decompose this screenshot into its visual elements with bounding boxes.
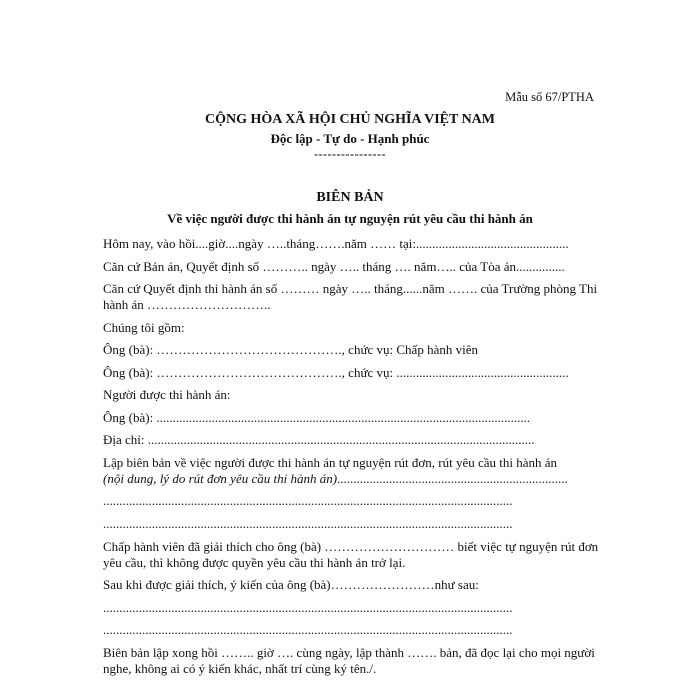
country-heading: CỘNG HÒA XÃ HỘI CHỦ NGHĨA VIỆT NAM — [204, 112, 495, 127]
document-title: BIÊN BẢN — [316, 190, 384, 205]
opinion-line: Sau khi được giải thích, ý kiến của ông (bà)……………………như sau: — [103, 577, 479, 592]
form-number: Mẫu số 67/PTHA — [505, 90, 594, 104]
judgment-basis-line: Căn cứ Bản án, Quyết định số ……….. ngày ….. tháng …. năm….. của Tòa án............... — [103, 259, 565, 274]
blank-line-1: .............................................................................................................................. — [103, 493, 513, 508]
member-2-line: Ông (bà): ……………………………………., chức vụ: ..................................................... — [103, 365, 569, 380]
motto: Độc lập - Tự do - Hạnh phúc — [270, 131, 430, 146]
closing-paragraph: Biên bản lập xong hồi …….. giờ …. cùng ngày, lập thành ……. bản, đã đọc lại cho mọi người nghe, không ai có ý kiến khác, nhất trí cùng ký tên./. — [103, 645, 595, 676]
content-dots: ....................................................................... — [337, 471, 568, 486]
address-line: Địa chỉ: ....................................................................................................................... — [103, 432, 535, 447]
member-1-line: Ông (bà): ……………………………………., chức vụ: Chấp hành viên — [103, 342, 478, 357]
blank-line-2: .............................................................................................................................. — [103, 516, 513, 531]
blank-line-3: .............................................................................................................................. — [103, 600, 513, 615]
beneficiary-name-line: Ông (bà): ................................................................................................................... — [103, 410, 531, 425]
header-divider: ---------------- — [314, 147, 386, 161]
content-note: (nội dung, lý do rút đơn yêu cầu thi hành án) — [103, 471, 338, 486]
explanation-paragraph: Chấp hành viên đã giải thích cho ông (bà) ………………………… biết việc tự nguyện rút đơn yêu cầu, thì không được quyền yêu cầu thi hành án trở lại. — [103, 539, 599, 570]
document-subtitle: Về việc người được thi hành án tự nguyện rút yêu cầu thi hành án — [167, 211, 533, 226]
blank-line-4: .............................................................................................................................. — [103, 622, 513, 637]
record-content-line — [103, 471, 599, 487]
members-label: Chúng tôi gồm: — [103, 320, 185, 335]
beneficiary-label: Người được thi hành án: — [103, 387, 231, 402]
decision-basis-line: Căn cứ Quyết định thi hành án số ……… ngày ….. tháng......năm ……. của Trường phòng Thi hành án ……………………….. — [103, 281, 598, 312]
record-purpose-line: Lập biên bản về việc người được thi hành án tự nguyện rút đơn, rút yêu cầu thi hành án — [103, 455, 558, 470]
date-place-line: Hôm nay, vào hồi....giờ....ngày …..tháng…….năm …… tại:............................................... — [103, 236, 569, 251]
